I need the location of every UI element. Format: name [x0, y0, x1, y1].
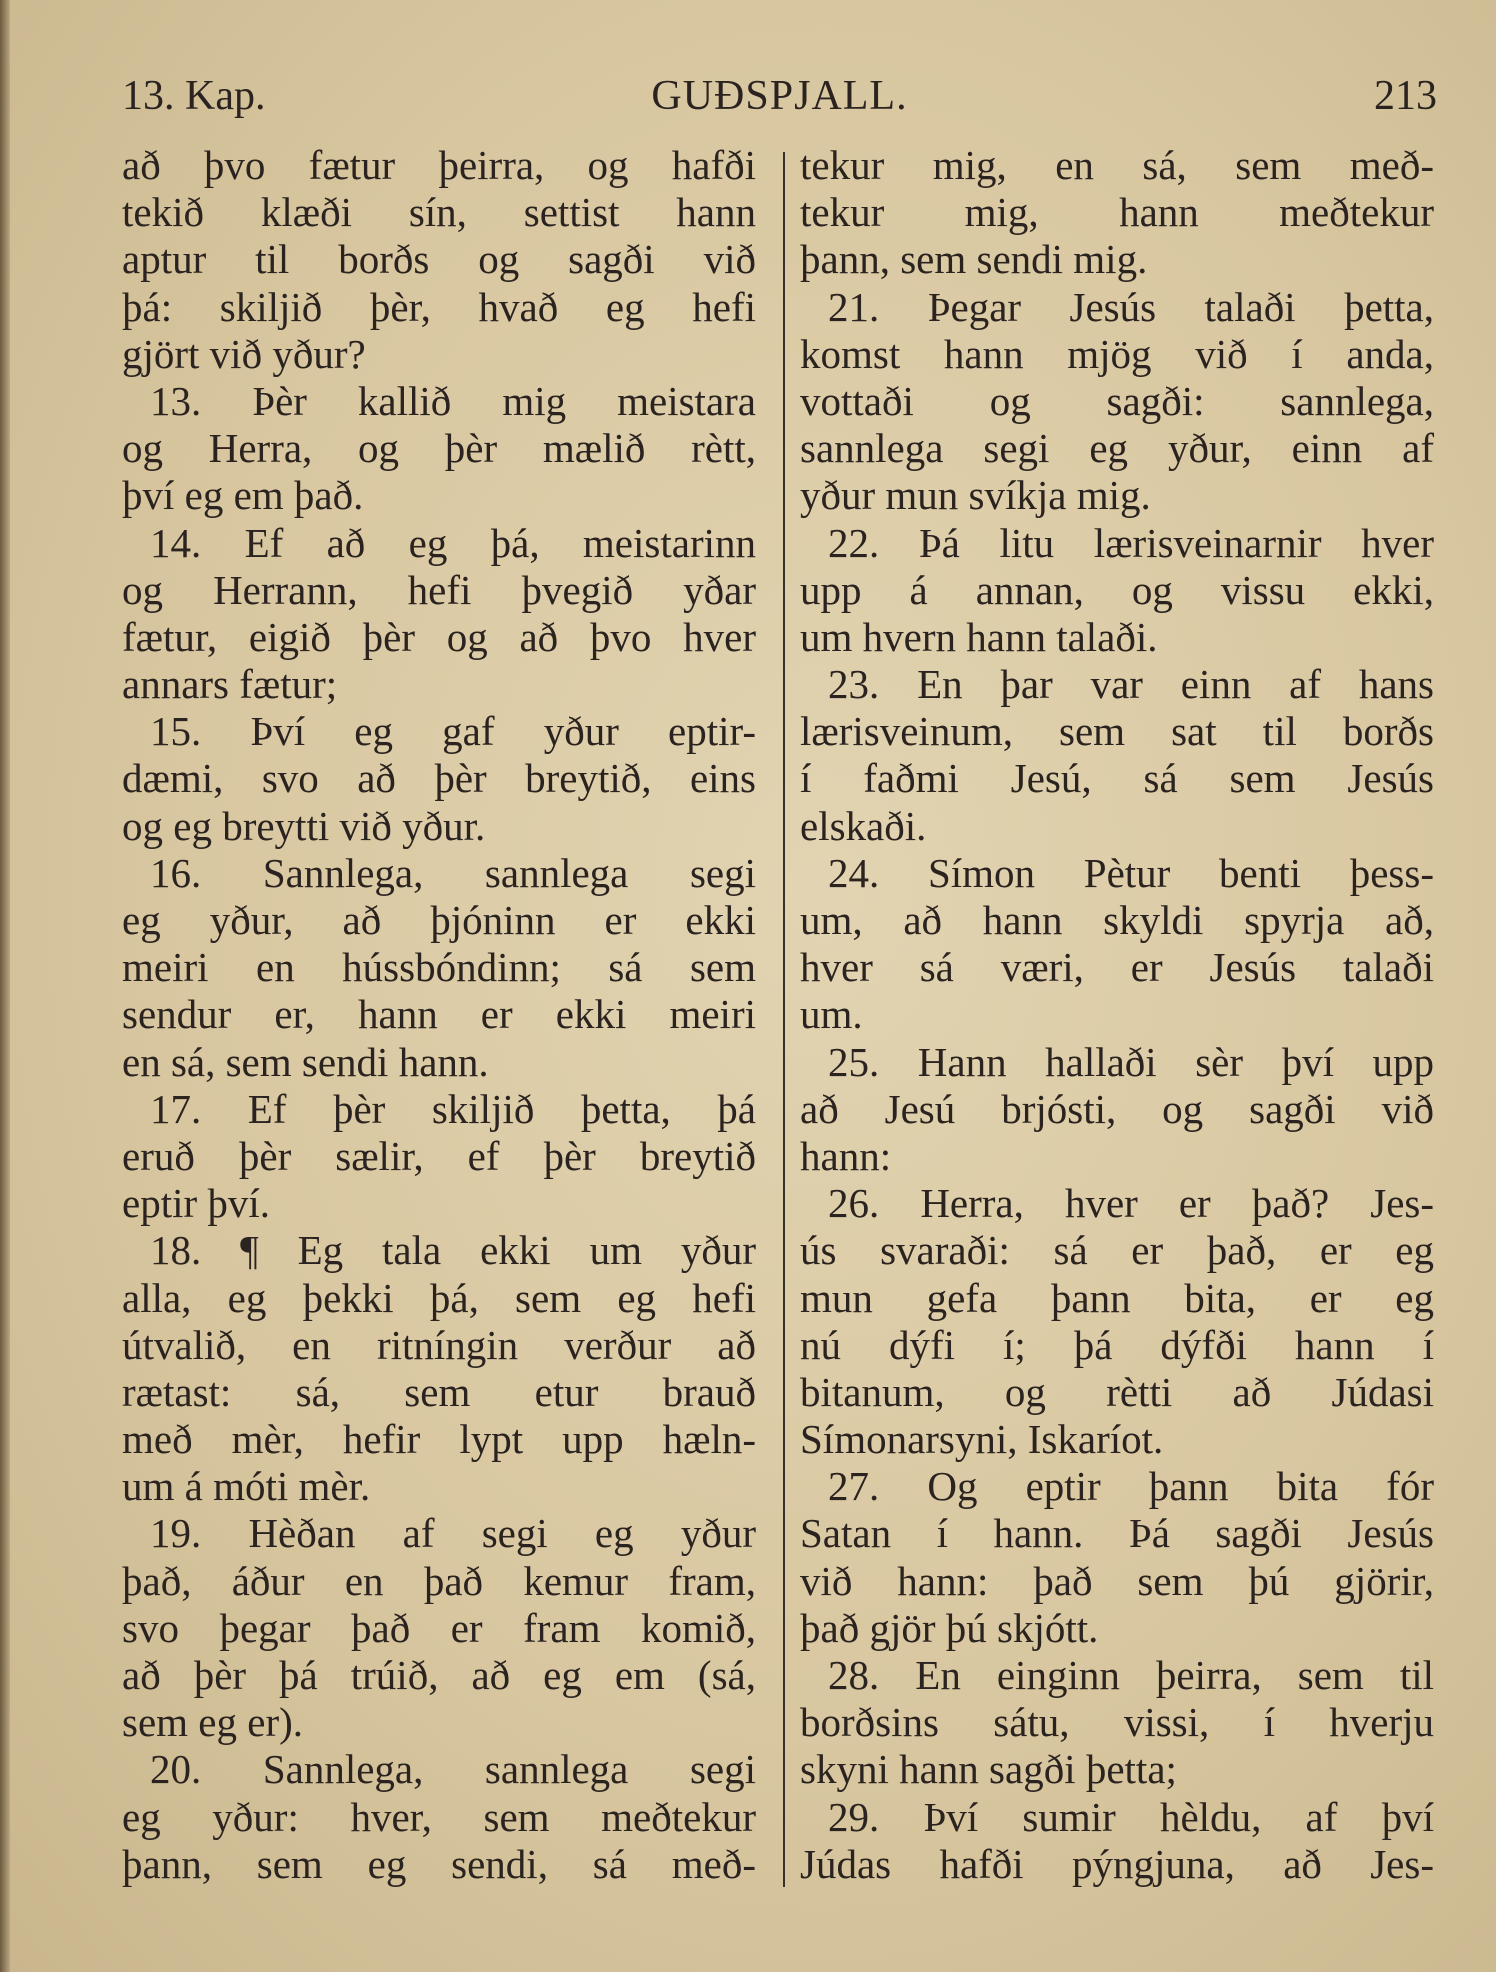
verse-paragraph: [800, 284, 1434, 520]
text-line: að þèr þá trúið, að eg em (sá,: [122, 1652, 756, 1698]
text-line: 22. Þá litu lærisveinarnir hver: [828, 519, 1434, 566]
text-line: fætur, eigið þèr og að þvo hver: [122, 613, 756, 660]
text-line: skyni hann sagði þetta;: [800, 1746, 1177, 1793]
text-line: sannlega segi eg yður, einn af: [800, 425, 1434, 472]
text-line: 16. Sannlega, sannlega segi: [150, 849, 756, 896]
text-line: en sá, sem sendi hann.: [122, 1038, 489, 1085]
text-line: 18. ¶ Eg tala ekki um yður: [150, 1227, 756, 1274]
text-line: þann, sem sendi mig.: [800, 236, 1148, 283]
text-line: tekið klæði sín, settist hann: [122, 189, 756, 236]
continued-verse: [122, 142, 756, 378]
text-line: lærisveinum, sem sat til borðs: [800, 708, 1434, 755]
verse-paragraph: [122, 1510, 756, 1746]
text-line: 25. Hann hallaði sèr því upp: [828, 1038, 1434, 1085]
text-line: elskaði.: [800, 802, 927, 849]
text-line: það gjör þú skjótt.: [800, 1604, 1099, 1651]
text-line: 29. Því sumir hèldu, af því: [828, 1793, 1434, 1840]
verse-paragraph: [800, 520, 1434, 662]
verse-paragraph: [122, 708, 756, 850]
text-line: eptir því.: [122, 1180, 271, 1227]
verse-paragraph: [122, 1227, 756, 1510]
running-header: [122, 72, 1437, 124]
text-line: um á móti mèr.: [122, 1463, 371, 1510]
text-line: um, að hann skyldi spyrja að,: [800, 897, 1434, 943]
text-line: vottaði og sagði: sannlega,: [800, 377, 1434, 424]
verse-paragraph: [800, 1652, 1434, 1794]
text-line: það, áður en það kemur fram,: [122, 1557, 756, 1604]
text-line: Júdas hafði pýngjuna, að Jes-: [800, 1840, 1434, 1887]
text-line: 13. Þèr kallið mig meistara: [150, 377, 756, 424]
text-line: gjört við yður?: [122, 330, 366, 377]
text-line: mun gefa þann bita, er eg: [800, 1274, 1434, 1321]
text-line: 24. Símon Pètur benti þess-: [828, 849, 1434, 896]
continued-verse: [800, 142, 1434, 284]
text-line: eg yður: hver, sem meðtekur: [122, 1793, 756, 1840]
text-line: annars fætur;: [122, 661, 338, 708]
text-line: alla, eg þekki þá, sem eg hefi: [122, 1274, 756, 1321]
text-line: 26. Herra, hver er það? Jes-: [828, 1180, 1434, 1227]
text-line: Satan í hann. Þá sagði Jesús: [800, 1510, 1434, 1557]
page-edge-shadow: [0, 0, 10, 1972]
text-line: meiri en hússbóndinn; sá sem: [122, 944, 756, 991]
text-line: bitanum, og rètti að Júdasi: [800, 1368, 1434, 1415]
verse-paragraph: [800, 1794, 1434, 1888]
text-line: 21. Þegar Jesús talaði þetta,: [828, 283, 1434, 330]
text-line: 28. En einginn þeirra, sem til: [828, 1652, 1434, 1698]
text-line: 17. Ef þèr skiljið þetta, þá: [150, 1085, 756, 1132]
text-line: og Herra, og þèr mælið rètt,: [122, 425, 756, 472]
text-line: yður mun svíkja mig.: [800, 472, 1151, 519]
verse-paragraph: [122, 1086, 756, 1228]
text-line: um hvern hann talaði.: [800, 613, 1158, 660]
text-line: þá: skiljið þèr, hvað eg hefi: [122, 283, 756, 330]
text-line: eruð þèr sælir, ef þèr breytið: [122, 1132, 756, 1179]
text-line: hver sá væri, er Jesús talaði: [800, 944, 1434, 991]
text-line: þann, sem eg sendi, sá með-: [122, 1840, 756, 1887]
verse-paragraph: [122, 520, 756, 709]
chapter-label: 13. Kap.: [122, 73, 266, 119]
text-line: að Jesú brjósti, og sagði við: [800, 1085, 1434, 1132]
text-line: sem eg er).: [122, 1699, 303, 1746]
text-line: tekur mig, hann meðtekur: [800, 189, 1434, 236]
text-line: sendur er, hann er ekki meiri: [122, 991, 756, 1038]
text-line: dæmi, svo að þèr breytið, eins: [122, 755, 756, 802]
verse-paragraph: [800, 1180, 1434, 1463]
text-line: svo þegar það er fram komið,: [122, 1604, 756, 1651]
text-line: aptur til borðs og sagði við: [122, 236, 756, 283]
verse-paragraph: [800, 661, 1434, 850]
text-line: eg yður, að þjóninn er ekki: [122, 897, 756, 943]
text-line: Símonarsyni, Iskaríot.: [800, 1416, 1164, 1463]
text-line: ús svaraði: sá er það, er eg: [800, 1227, 1434, 1274]
text-line: rætast: sá, sem etur brauð: [122, 1368, 756, 1415]
column-divider: [783, 152, 785, 1887]
verse-paragraph: [800, 1039, 1434, 1181]
right-text-column: [800, 142, 1434, 1888]
text-line: 23. En þar var einn af hans: [828, 661, 1434, 708]
text-line: í faðmi Jesú, sá sem Jesús: [800, 755, 1434, 802]
text-line: borðsins sátu, vissi, í hverju: [800, 1699, 1434, 1746]
text-line: hann:: [800, 1132, 892, 1179]
page-number: 213: [1374, 73, 1437, 119]
verse-paragraph: [122, 378, 756, 520]
text-line: 15. Því eg gaf yður eptir-: [150, 708, 756, 755]
left-text-column: [122, 142, 756, 1888]
text-line: 14. Ef að eg þá, meistarinn: [150, 519, 756, 566]
verse-paragraph: [800, 850, 1434, 1039]
book-title: GUÐSPJALL.: [651, 73, 908, 119]
text-line: nú dýfi í; þá dýfði hann í: [800, 1321, 1434, 1368]
verse-paragraph: [800, 1463, 1434, 1652]
text-line: því eg em það.: [122, 472, 364, 519]
text-line: og eg breytti við yður.: [122, 802, 486, 849]
text-line: að þvo fætur þeirra, og hafði: [122, 142, 756, 188]
verse-paragraph: [122, 1746, 756, 1888]
verse-paragraph: [122, 850, 756, 1086]
text-line: útvalið, en ritníngin verður að: [122, 1321, 756, 1368]
text-line: við hann: það sem þú gjörir,: [800, 1557, 1434, 1604]
text-line: um.: [800, 991, 863, 1038]
text-line: 19. Hèðan af segi eg yður: [150, 1510, 756, 1557]
text-line: og Herrann, hefi þvegið yðar: [122, 566, 756, 613]
text-line: 27. Og eptir þann bita fór: [828, 1463, 1434, 1510]
text-line: tekur mig, en sá, sem með-: [800, 142, 1434, 188]
text-line: upp á annan, og vissu ekki,: [800, 566, 1434, 613]
text-line: með mèr, hefir lypt upp hæln-: [122, 1416, 756, 1463]
text-line: 20. Sannlega, sannlega segi: [150, 1746, 756, 1793]
text-line: komst hann mjög við í anda,: [800, 330, 1434, 377]
